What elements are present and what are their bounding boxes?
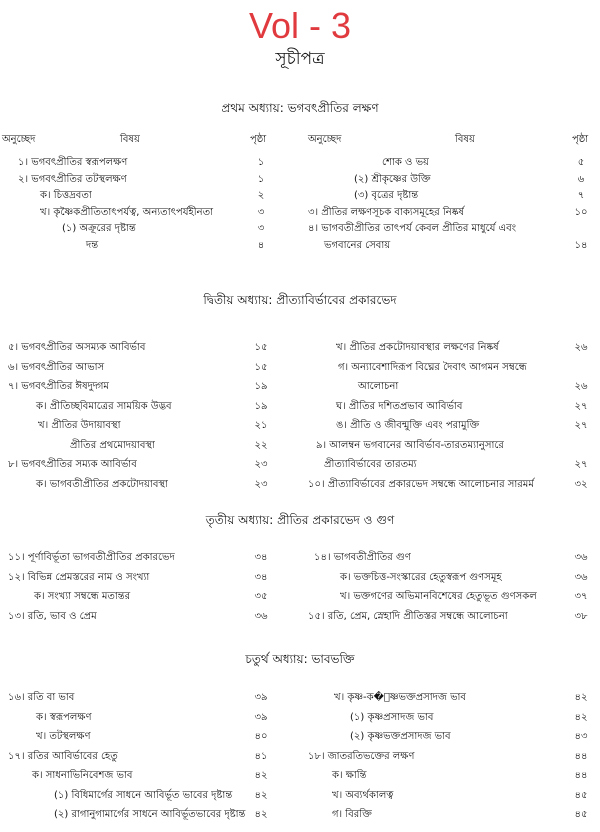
entry-title: ২। ভগবৎপ্রীতির তটস্থলক্ষণ (18, 173, 127, 185)
volume-label: Vol - 3 (248, 5, 352, 46)
entry-page: ৪১ (254, 750, 268, 762)
toc-entry (0, 710, 272, 727)
entry-page: ১৪ (574, 239, 588, 251)
entry-title: ঘ। প্রীতির দশিতপ্রভাব আবির্ভাব (336, 400, 463, 412)
entry-page: ৩৯ (254, 711, 268, 723)
toc-entry (300, 360, 592, 377)
entry-page: ৩৬ (574, 552, 588, 563)
toc-entry (300, 729, 592, 746)
toc-entry (0, 172, 272, 189)
entry-page: ৪৪ (574, 750, 588, 762)
toc-entry (300, 768, 592, 785)
entry-page: ৩ (257, 206, 265, 218)
entry-page: ১৯ (254, 381, 268, 392)
entry-page: ২৩ (254, 459, 268, 470)
entry-title: খ। কৃষ্ণৈকপ্রীতিতাৎপর্যত্ব, অন্যতাৎপর্যহীনতা (40, 206, 213, 218)
entry-page: ২৩ (254, 478, 268, 490)
entry-title: (২) শ্রীকৃষ্ণের উক্তি (354, 173, 431, 185)
toc-entry (300, 379, 592, 396)
chapter-title: তৃতীয় অধ্যায়: প্রীতির প্রকারভেদ ও গুণ (205, 513, 395, 527)
entry-title: প্রীতির প্রথমোদয়াবস্থা (70, 439, 155, 451)
toc-entry (0, 768, 272, 785)
entry-title: খ। প্রীতির উদায়াবস্থা (38, 420, 121, 431)
toc-entry (300, 570, 592, 587)
entry-page (570, 438, 592, 455)
chapter-title: প্রথম অধ্যায়: ভগবৎপ্রীতির লক্ষণ (221, 101, 379, 115)
entry-title: ক। চিত্তদ্রবতা (40, 190, 92, 201)
entry-page: ১৫ (254, 342, 268, 353)
entry-title: ক। ভাগবতীপ্রীতির প্রকটোদয়াবস্থা (36, 478, 168, 490)
entry-page: ৫ (577, 157, 585, 168)
entry-title: ক। প্রীতিচ্ছবিমাত্রের সাময়িক উদ্ভব (36, 400, 172, 412)
entry-page: ৪২ (254, 809, 268, 820)
toc-entry (0, 729, 272, 746)
toc-entry (0, 399, 272, 416)
entry-page: ৪ (257, 239, 265, 251)
column-header-section: অনুচ্ছেদ (308, 134, 342, 145)
toc-entry (300, 221, 592, 238)
entry-title: ক। সাধনাভিনিবেশজ ভাব (32, 770, 133, 781)
entry-page: ২৬ (574, 381, 588, 392)
toc-entry (0, 438, 272, 455)
entry-title: ক। ক্ষান্তি (332, 770, 367, 781)
entry-title: ১১। পূর্ণাবির্ভূতা ভাগবতীপ্রীতির প্রকারভেদ (8, 552, 175, 563)
toc-entry (300, 807, 592, 824)
entry-page: ৩৫ (254, 591, 268, 602)
toc-entry (300, 457, 592, 474)
entry-title: দন্ত (86, 239, 99, 251)
entry-page: ৪৫ (574, 809, 588, 820)
toc-entry (0, 749, 272, 766)
toc-entry (300, 399, 592, 416)
entry-page: ৭ (577, 190, 585, 201)
entry-page: ৩৪ (254, 571, 268, 583)
entry-title: খ। তটস্থলক্ষণ (36, 731, 91, 742)
column-header-page: পৃষ্ঠা (250, 134, 267, 145)
toc-entry (300, 710, 592, 727)
toc-entry (0, 589, 272, 606)
toc-entry (0, 477, 272, 494)
entry-title: ১৩। রতি, ভাব ও প্রেম (8, 610, 97, 622)
toc-entry (300, 749, 592, 766)
toc-entry (0, 807, 272, 824)
toc-entry (0, 418, 272, 435)
entry-title: (২) কৃষ্ণভক্তপ্রসাদজ ভাব (350, 731, 451, 742)
entry-page: ১ (257, 157, 265, 168)
entry-page: ২২ (254, 439, 268, 451)
entry-title: ৯। আলম্বন ভগবানের আবির্ভাব-তারতম্যানুসারে (316, 439, 504, 451)
entry-page: ৩৬ (574, 571, 588, 583)
toc-entry (300, 188, 592, 205)
entry-title: ৪। ভাগবতীপ্রীতির তাৎপর্য কেবল প্রীতির মাধুর্যে এবং (308, 223, 517, 234)
toc-entry (0, 221, 272, 238)
entry-page: ৪৪ (574, 770, 588, 781)
entry-title: ক। স্বরূপলক্ষণ (36, 711, 92, 723)
entry-page: ১০ (574, 206, 588, 218)
entry-page: ২৬ (574, 342, 588, 353)
entry-page: ৪২ (574, 692, 588, 703)
entry-page: ৪২ (254, 770, 268, 781)
entry-page: ৪৫ (574, 789, 588, 801)
toc-entry (0, 457, 272, 474)
entry-page: ৪৩ (574, 731, 588, 742)
toc-entry (300, 589, 592, 606)
entry-title: ৫। ভগবৎপ্রীতির অসম্যক আবির্ভাব (8, 342, 146, 353)
entry-page: ৩৮ (574, 610, 588, 622)
toc-entry (300, 155, 592, 172)
entry-title: ১৫। রতি, প্রেম, স্নেহাদি প্রীতিস্তর সম্বন্ধে আলোচনা (308, 610, 508, 622)
entry-title: (৩) বৃত্রের দৃষ্টান্ত (354, 190, 419, 201)
toc-entry (300, 477, 592, 494)
entry-title: ক। ভক্তচিত্ত-সংস্কারের হেতুস্বরূপ গুণসমূহ (340, 571, 502, 583)
toc-entry (0, 550, 272, 567)
entry-title: আলোচনা (358, 381, 399, 392)
entry-title: ৮। ভগবৎপ্রীতির সম্যক আবির্ভাব (8, 459, 137, 470)
toc-entry (300, 238, 592, 255)
entry-title: খ। অব্যর্থকালত্ব (332, 789, 394, 801)
entry-page: ৩৪ (254, 552, 268, 563)
entry-title: (১) কৃষ্ণপ্রসাদজ ভাব (350, 711, 434, 723)
toc-entry (0, 570, 272, 587)
entry-page: ১৫ (254, 361, 268, 373)
entry-title: ১। ভগবৎপ্রীতির স্বরূপলক্ষণ (18, 157, 128, 168)
entry-title: ক। সংখ্যা সম্বন্ধে মতান্তর (34, 591, 131, 602)
entry-title: ১০। প্রীত্যাবির্ভাবের প্রকারভেদ সম্বন্ধে আলোচনার সারমর্ম (308, 478, 534, 490)
toc-entry (0, 609, 272, 626)
entry-page: ২১ (254, 420, 268, 431)
entry-page: ২৭ (574, 420, 588, 431)
toc-entry (0, 155, 272, 172)
chapter-title: চতুর্থ অধ্যায়: ভাবভক্তি (245, 652, 355, 666)
column-header-topic: বিষয় (120, 134, 140, 145)
entry-page: ২৭ (574, 459, 588, 470)
toc-entry (300, 690, 592, 707)
entry-page: ৪০ (254, 731, 268, 742)
entry-title: ১৭। রতির আবির্ভাবের হেতু (8, 750, 118, 762)
toc-entry (0, 205, 272, 222)
entry-title: খ। ভক্তগণের অভিমানবিশেষের হেতুভূত গুণসকল (340, 591, 537, 602)
entry-page: ৩ (257, 223, 265, 234)
toc-entry (300, 438, 592, 455)
entry-page: ৬ (577, 173, 585, 185)
entry-page: ৩৬ (254, 610, 268, 622)
entry-title: খ। প্রীতির প্রকটোদয়াবস্থার লক্ষণের নিষ্কর্ষ (336, 342, 499, 353)
toc-entry (300, 609, 592, 626)
entry-page (570, 360, 592, 377)
entry-title: ৭। ভগবৎপ্রীতির ঈষদুদ্গম (8, 381, 109, 392)
entry-page: ৩২ (574, 478, 588, 490)
entry-title: গ। অন্যাবেশাদিরূপ বিঘ্নের দৈবাৎ আগমন সম্বন্ধে (338, 361, 527, 373)
entry-title: ভগবানের সেবায় (324, 239, 391, 251)
entry-page: ৩৯ (254, 692, 268, 703)
toc-entry (0, 690, 272, 707)
entry-title: (২) রাগানুগামার্গের সাধনে আবির্ভূতভাবের দৃষ্টান্ত (54, 809, 246, 820)
toc-entry (300, 340, 592, 357)
toc-entry (0, 238, 272, 255)
entry-title: শোক ও ভয় (382, 157, 429, 168)
entry-title: গ। বিরক্তি (332, 809, 372, 820)
entry-page: ৪২ (254, 789, 268, 801)
toc-entry (0, 340, 272, 357)
column-header-topic: বিষয় (455, 134, 475, 145)
entry-title: (১) বিধিমার্গের সাধনে আবির্ভূত ভাবের দৃষ্টান্ত (54, 789, 233, 801)
column-header-section: অনুচ্ছেদ (2, 134, 36, 145)
entry-page: ২ (257, 190, 265, 201)
entry-page (570, 221, 592, 238)
entry-title: ১২। বিভিন্ন প্রেমস্তরের নাম ও সংখ্যা (8, 571, 150, 583)
entry-title: ১৮। জাতরতিভক্তের লক্ষণ (308, 750, 415, 762)
entry-title: খ। কৃষ্ণ-ক�ৃষ্ণভক্তপ্রসাদজ ভাব (334, 692, 466, 703)
chapter-title: দ্বিতীয় অধ্যায়: প্রীত্যাবির্ভাবের প্রকারভেদ (203, 293, 397, 307)
toc-entry (300, 205, 592, 222)
entry-title: (১) অক্রূরের দৃষ্টান্ত (62, 223, 136, 234)
toc-entry (300, 172, 592, 189)
entry-page: ৩৭ (574, 591, 588, 602)
entry-title: প্রীত্যাবির্ভাবের তারতম্য (324, 459, 417, 470)
entry-page: ৪২ (574, 711, 588, 723)
entry-page: ১৯ (254, 400, 268, 412)
entry-title: ৬। ভগবৎপ্রীতির আভাস (8, 361, 105, 373)
toc-entry (0, 360, 272, 377)
toc-entry (300, 788, 592, 805)
toc-entry (300, 418, 592, 435)
toc-entry (0, 788, 272, 805)
entry-title: ১৬। রতি বা ভাব (8, 692, 75, 703)
entry-page: ১ (257, 173, 265, 185)
entry-page: ২৭ (574, 400, 588, 412)
toc-entry (300, 550, 592, 567)
entry-title: ৩। প্রীতির লক্ষণসূচক বাক্যসমূহের নিষ্কর্ষ (308, 206, 464, 218)
toc-entry (0, 379, 272, 396)
entry-title: ১৪। ভাগবতীপ্রীতির গুণ (314, 552, 411, 563)
column-header-page: পৃষ্ঠা (572, 134, 589, 145)
entry-title: ঙ। প্রীতি ও জীবন্মুক্তি এবং পরামুক্তি (336, 420, 480, 431)
toc-entry (0, 188, 272, 205)
page-title: সূচীপত্র (275, 49, 325, 69)
